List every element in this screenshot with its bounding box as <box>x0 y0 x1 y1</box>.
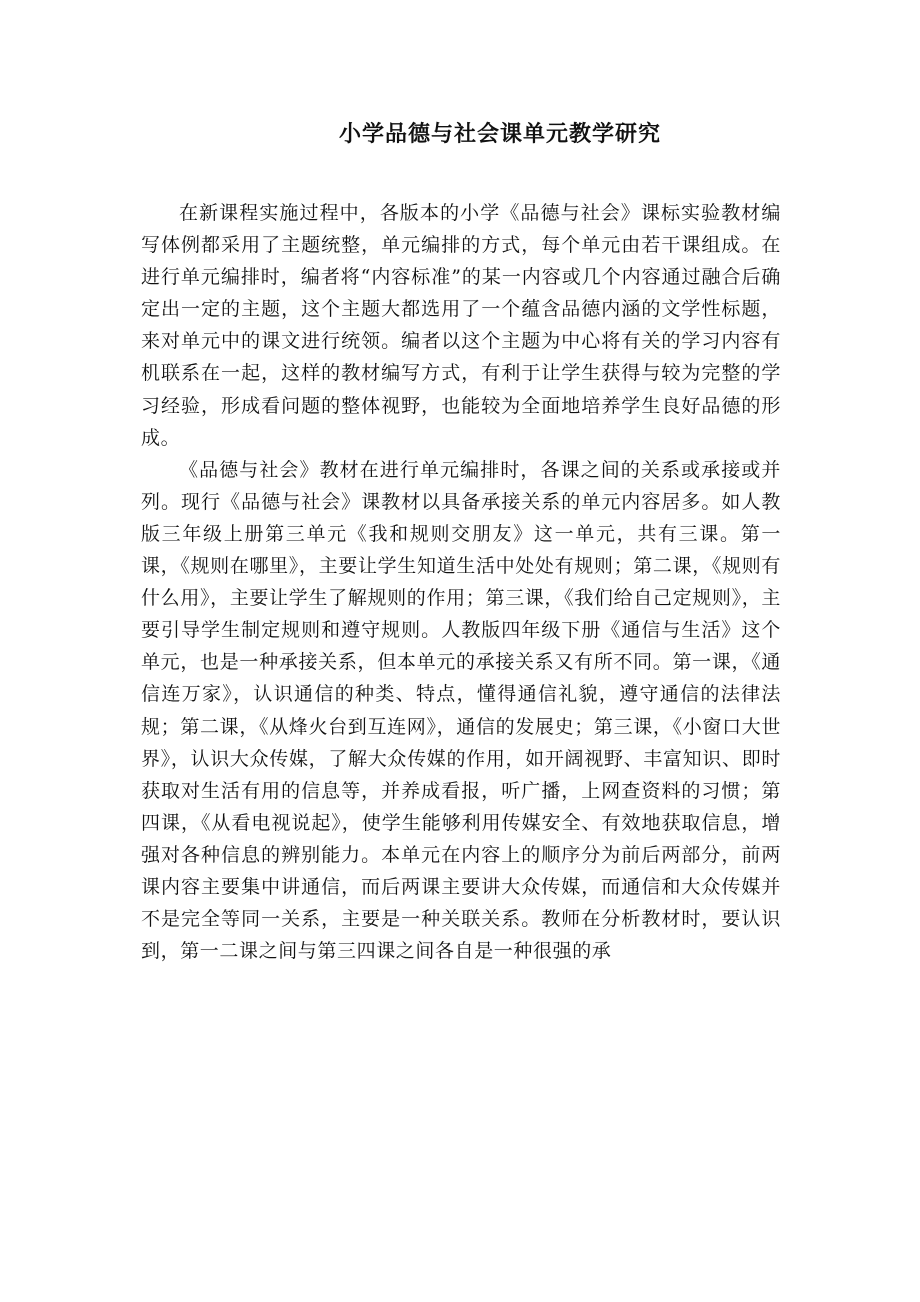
paragraph-unit-arrangement: 《品德与社会》教材在进行单元编排时，各课之间的关系或承接或并列。现行《品德与社会》课教材以具备承接关系的单元内容居多。如人教版三年级上册第三单元《我和规则交朋友》这一单元，共有三课。第一课，《规则在哪里》，主要让学生知道生活中处处有规则；第二课，《规则有什么用》，主要让学生了解规则的作用；第三课，《我们给自己定规则》，主要引导学生制定规则和遵守规则。人教版四年级下册《通信与生活》这个单元，也是一种承接关系，但本单元的承接关系又有所不同。第一课，《通信连万家》，认识通信的种类、特点，懂得通信礼貌，遵守通信的法律法规；第二课，《从烽火台到互连网》，通信的发展史；第三课，《小窗口大世界》，认识大众传媒，了解大众传媒的作用，如开阔视野、丰富知识、即时获取对生活有用的信息等，并养成看报，听广播，上网查资料的习惯；第四课，《从看电视说起》，使学生能够利用传媒安全、有效地获取信息，增强对各种信息的辨别能力。本单元在内容上的顺序分为前后两部分，前两课内容主要集中讲通信，而后两课主要讲大众传媒，而通信和大众传媒并不是完全等同一关系，主要是一种关联关系。教师在分析教材时，要认识到，第一二课之间与第三四课之间各自是一种很强的承 <box>141 458 781 963</box>
paragraph-intro: 在新课程实施过程中，各版本的小学《品德与社会》课标实验教材编写体例都采用了主题统整，单元编排的方式，每个单元由若干课组成。在进行单元编排时，编者将“内容标准”的某一内容或几个内容通过融合后确定出一定的主题，这个主题大都选用了一个蕴含品德内涵的文学性标题，来对单元中的课文进行统领。编者以这个主题为中心将有关的学习内容有机联系在一起，这样的教材编写方式，有利于让学生获得与较为完整的学习经验，形成看问题的整体视野，也能较为全面地培养学生良好品德的形成。 <box>141 202 781 449</box>
document-body <box>141 197 781 967</box>
document-title: 小学品德与社会课单元教学研究 <box>338 122 661 147</box>
